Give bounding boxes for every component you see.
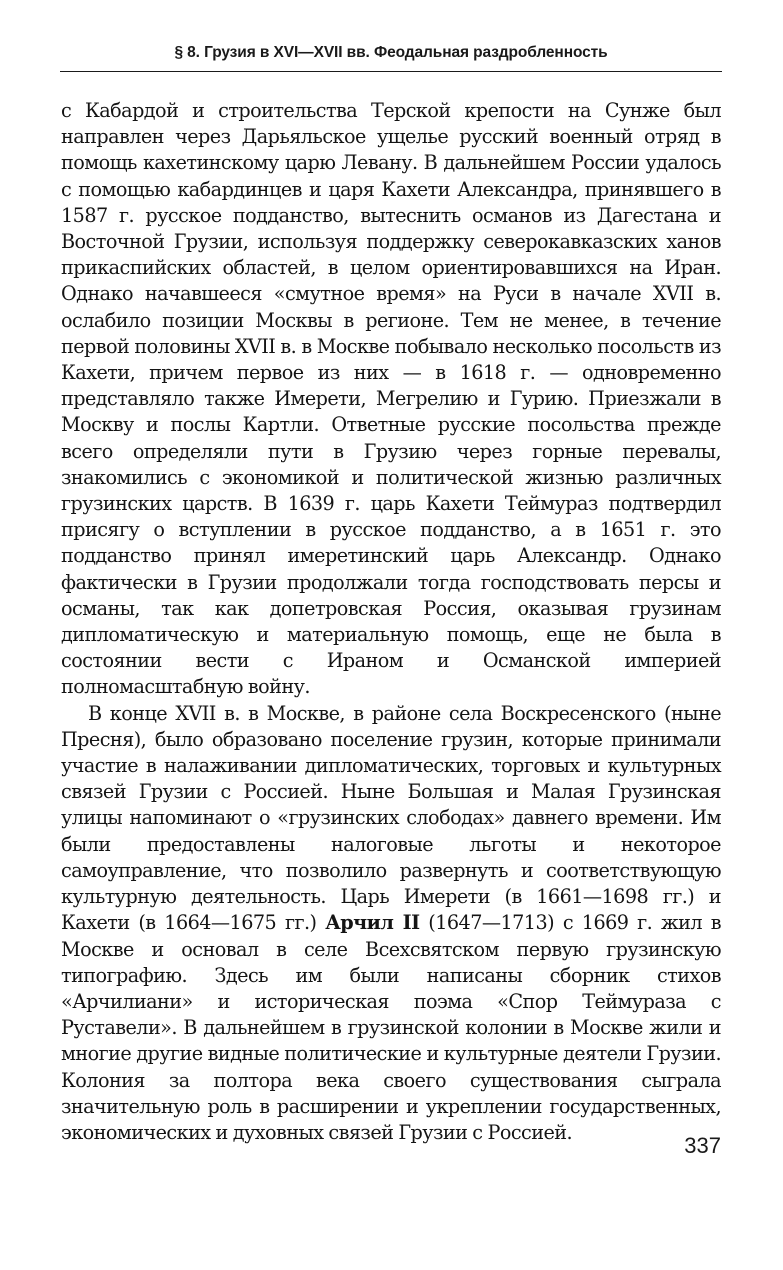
paragraph-1 xyxy=(61,98,721,701)
body-text xyxy=(61,98,721,1146)
header-divider xyxy=(60,71,722,72)
paragraph-2-text-start: В конце XVII в. в Москве, в районе села Воскресенского (ныне Пресня), было образовано поселение грузин, которые принимали участие в налаживании дипломатических, торговых и культурных связей Грузии с Россией. Ныне Большая и Малая Грузинская улицы напоминают о «грузинских слободах» давнего времени. Им были предоставлены налоговые льготы и некоторое самоуправление, что позволило развернуть и соответствующую культурную деятельность. Царь Имерети (в 1661—1698 гг.) и Кахети (в 1664—1675 гг.) xyxy=(61,701,721,935)
page-number: 337 xyxy=(684,1133,721,1158)
running-header: § 8. Грузия в XVI—XVII вв. Феодальная раздробленность xyxy=(174,44,608,61)
paragraph-1-text: с Кабардой и строительства Терской крепости на Сунже был направлен через Дарьяльское ущелье русский военный отряд в помощь кахетинскому царю Левану. В дальнейшем России удалось с помощью кабардинцев и царя Кахети Александра, принявшего в 1587 г. русское подданство, вытеснить османов из Дагестана и Восточной Грузии, используя поддержку северокавказских ханов прикаспийских областей, в целом ориентировавшихся на Иран. Однако начавшееся «смутное время» на Руси в начале XVII в. ослабило позиции Москвы в регионе. Тем не менее, в течение первой половины XVII в. в Москве побывало несколько посольств из Кахети, причем первое из них — в 1618 г. — одновременно представляло также Имерети, Мегрелию и Гурию. Приезжали в Москву и послы Картли. Ответные русские посольства прежде всего определяли пути в Грузию через горные перевалы, знакомились с экономикой и политической жизнью различных грузинских царств. В 1639 г. царь Кахети Теймураз подтвердил присягу о вступлении в русское подданство, а в 1651 г. это подданство принял имеретинский царь Александр. Однако фактически в Грузии продолжали тогда господствовать персы и османы, так как допетровская Россия, оказывая грузинам дипломатическую и материальную помощь, еще не была в состоянии вести с Ираном и Османской империей полномасштабную войну. xyxy=(61,99,721,699)
bold-name-archil: Арчил II xyxy=(325,911,420,935)
paragraph-2-text-end: (1647—1713) с 1669 г. жил в Москве и основал в селе Всехсвятском первую грузинскую типографию. Здесь им были написаны сборник стихов «Арчилиани» и историческая поэма «Спор Теймураза с Руставели». В дальнейшем в грузинской колонии в Москве жили и многие другие видные политические и культурные деятели Грузии. Колония за полтора века своего существования сыграла значительную роль в расширении и укреплении государственных, экономических и духовных связей Грузии с Россией. xyxy=(61,911,721,1144)
paragraph-2 xyxy=(61,701,721,1146)
